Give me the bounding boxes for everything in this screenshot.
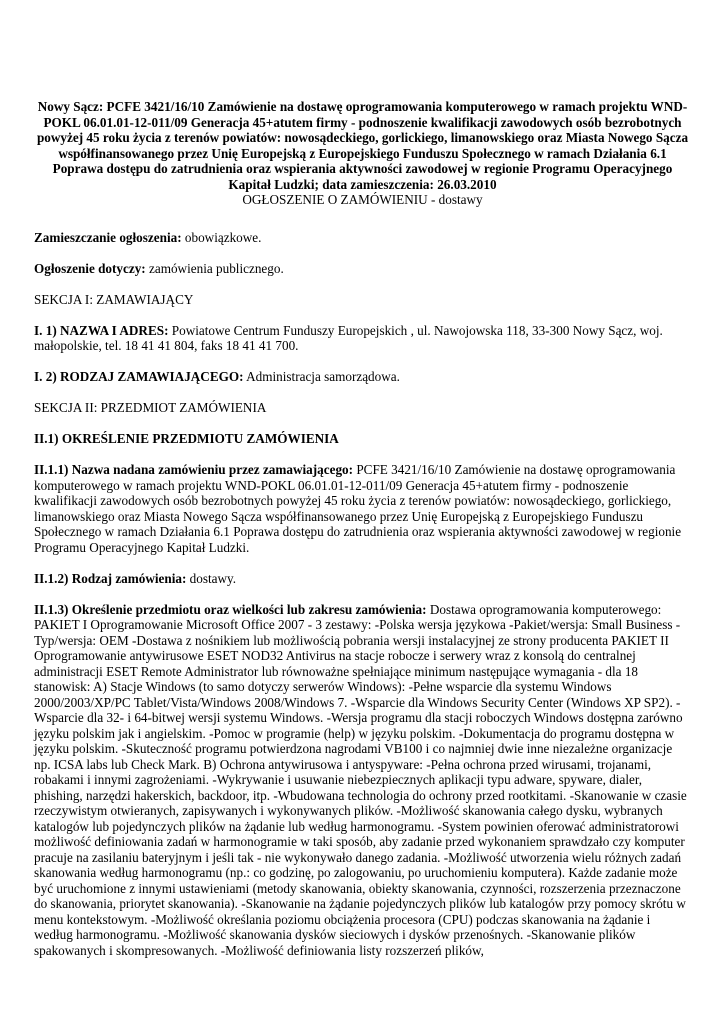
field-label: Ogłoszenie dotyczy:: [34, 260, 146, 276]
field-label: Zamieszczanie ogłoszenia:: [34, 229, 182, 245]
field-zamieszczanie: [34, 230, 691, 246]
field-value: Administracja samorządowa.: [243, 369, 400, 384]
subsection-heading: [34, 431, 691, 447]
field-label: II.1.3) Określenie przedmiotu oraz wielkości lub zakresu zamówienia:: [34, 601, 427, 617]
subsection-heading-text: II.1) OKREŚLENIE PRZEDMIOTU ZAMÓWIENIA: [34, 431, 339, 446]
field-value: PCFE 3421/16/10 Zamówienie na dostawę oprogramowania komputerowego w ramach projektu WND-POKL 06.01.01-12-011/09 Generacja 45+atutem firmy - podnoszenie kwalifikacji zawodowych osób bezrobotnych powyżej 45 roku życia z terenów powiatów: nowosądeckiego, gorlickiego, limanowskiego oraz Miasta Nowego Sącza współfinansowanego przez Unię Europejską z Europejskiego Funduszu Społecznego w ramach Działania 6.1 Poprawa dostępu do zatrudnienia oraz wspierania aktywności zawodowej w regionie Programu Operacyjnego Kapitał Ludzki.: [34, 462, 682, 555]
notice-type-subtitle: OGŁOSZENIE O ZAMÓWIENIU - dostawy: [242, 192, 483, 207]
field-label: II.1.2) Rodzaj zamówienia:: [34, 570, 187, 586]
document-page: [34, 99, 691, 974]
field-label: I. 1) NAZWA I ADRES:: [34, 322, 169, 338]
notice-title: Nowy Sącz: PCFE 3421/16/10 Zamówienie na dostawę oprogramowania komputerowego w ramach projektu WND-POKL 06.01.01-12-011/09 Generacja 45+atutem firmy - podnoszenie kwalifikacji zawodowych osób bezrobotnych powyżej 45 roku życia z terenów powiatów: nowosądeckiego, gorlickiego, limanowskiego oraz Miasta Nowego Sącza współfinansowanego przez Unię Europejską z Europejskiego Funduszu Społecznego w ramach Działania 6.1 Poprawa dostępu do zatrudnienia oraz wspierania aktywności zawodowej w regionie Programu Operacyjnego Kapitał Ludzki; data zamieszczenia: 26.03.2010: [36, 99, 689, 192]
field-nazwa-zamowienia: [34, 462, 691, 555]
field-rodzaj-zamowienia: [34, 571, 691, 587]
field-value: Dostawa oprogramowania komputerowego: PAKIET I Oprogramowanie Microsoft Office 2007 - 3 zestawy: -Polska wersja językowa -Pakiet/wersja: Small Business -Typ/wersja: OEM -Dostawa z nośnikiem lub możliwością pobrania wersji instalacyjnej ze strony producenta PAKIET II Oprogramowanie antywirusowe ESET NOD32 Antivirus na stacje robocze i serwery wraz z konsolą do centralnej administracji ESET Remote Administrator lub równoważne spełniające minimum następujące wymagania - dla 18 stanowisk: A) Stacje Windows (to samo dotyczy serwerów Windows): -Pełne wsparcie dla systemu Windows 2000/2003/XP/PC Tablet/Vista/Windows 2008/Windows 7. -Wsparcie dla Windows Security Center (Windows XP SP2). -Wsparcie dla 32- i 64-bitwej wersji systemu Windows. -Wersja programu dla stacji roboczych Windows dostępna zarówno języku polskim jak i angielskim. -Pomoc w programie (help) w języku polskim. -Dokumentacja do programu dostępna w języku polskim. -Skuteczność programu potwierdzona nagrodami VB100 i co najmniej dwie inne niezależne organizacje np. ICSA labs lub Check Mark. B) Ochrona antywirusowa i antyspyware: -Pełna ochrona przed wirusami, trojanami, robakami i innymi zagrożeniami. -Wykrywanie i usuwanie niebezpiecznych aplikacji typu adware, spyware, dialer, phishing, narzędzi hakerskich, backdoor, itp. -Wbudowana technologia do ochrony przed rootkitami. -Skanowanie w czasie rzeczywistym otwieranych, zapisywanych i wykonywanych plików. -Możliwość skanowania całego dysku, wybranych katalogów lub pojedynczych plików na żądanie lub według harmonogramu. -System powinien oferować administratorowi możliwość definiowania zadań w harmonogramie w taki sposób, aby zadanie przed wykonaniem sprawdzało czy komputer pracuje na zasilaniu bateryjnym i jeśli tak - nie wykonywało danego zadania. -Możliwość utworzenia wielu różnych zadań skanowania według harmonogramu (np.: co godzinę, po zalogowaniu, po uruchomieniu komputera). Każde zadanie może być uruchomione z innymi ustawieniami (metody skanowania, obiekty skanowania, czynności, rozszerzenia przeznaczone do skanowania, priorytet skanowania). -Skanowanie na żądanie pojedynczych plików lub katalogów przy pomocy skrótu w menu kontekstowym. -Możliwość określania poziomu obciążenia procesora (CPU) podczas skanowania na żądanie i według harmonogramu. -Możliwość skanowania dysków sieciowych i dysków przenośnych. -Skanowanie plików spakowanych i skompresowanych. -Możliwość definiowania listy rozszerzeń plików,: [34, 601, 687, 958]
field-label: II.1.1) Nazwa nadana zamówieniu przez zamawiającego:: [34, 462, 354, 477]
field-value: Powiatowe Centrum Funduszy Europejskich , ul. Nawojowska 118, 33-300 Nowy Sącz, woj. małopolskie, tel. 18 41 41 804, faks 18 41 41 700.: [34, 322, 663, 353]
field-nazwa-i-adres: [34, 323, 691, 354]
field-value: dostawy.: [186, 570, 237, 586]
section-heading-2: SEKCJA II: PRZEDMIOT ZAMÓWIENIA: [34, 400, 267, 415]
section-heading-1: SEKCJA I: ZAMAWIAJĄCY: [34, 291, 194, 307]
field-dotyczy: [34, 261, 691, 277]
field-label: I. 2) RODZAJ ZAMAWIAJĄCEGO:: [34, 369, 244, 384]
field-value: obowiązkowe.: [181, 229, 262, 245]
field-opis-przedmiotu: [34, 602, 691, 959]
field-value: zamówienia publicznego.: [145, 260, 284, 276]
field-rodzaj-zamawiajacego: [34, 369, 691, 385]
